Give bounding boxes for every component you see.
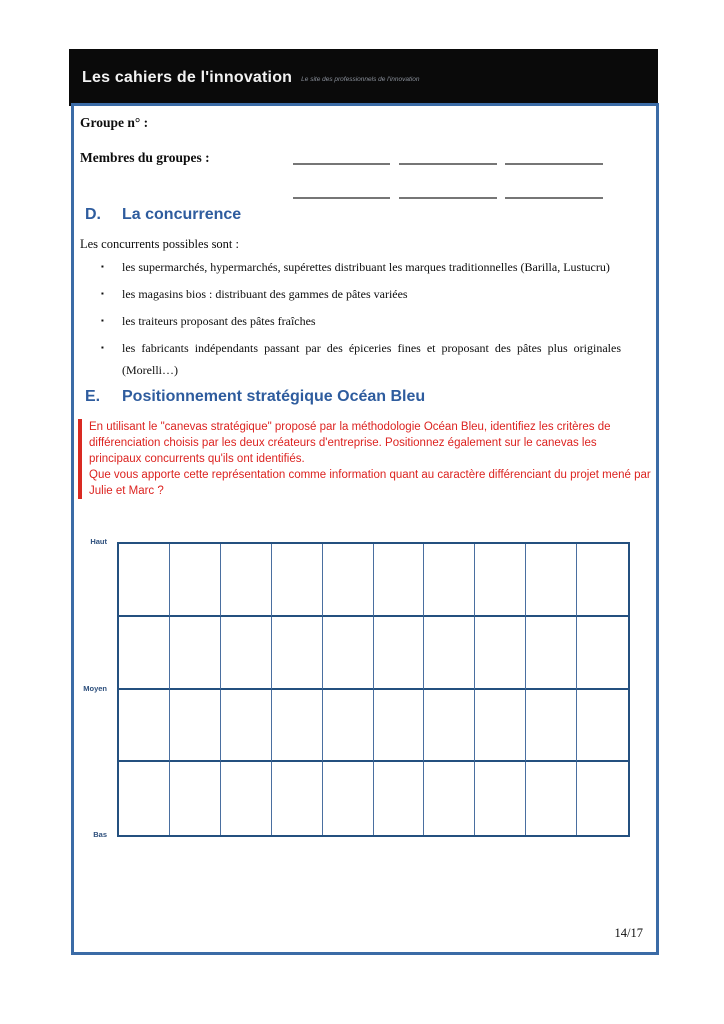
canvas-grid-cell — [323, 544, 374, 617]
callout-paragraph: En utilisant le "canevas stratégique" proposé par la méthodologie Océan Bleu, identifiez les critères de différenciation choisis par les deux créateurs d'entreprise. Positionnez également sur le canevas les principaux concurrents qu'ils ont identifiés. — [89, 421, 611, 465]
canvas-grid-cell — [475, 762, 526, 835]
canvas-grid-cell — [577, 544, 628, 617]
canvas-grid-cell — [475, 690, 526, 763]
strategy-canvas-grid — [117, 542, 630, 837]
canvas-grid-cell — [424, 617, 475, 690]
section-d-heading — [85, 206, 241, 224]
callout-paragraph: Que vous apporte cette représentation comme information quant au caractère différenciant du projet mené par Julie et Marc ? — [89, 469, 651, 497]
canvas-grid-cell — [323, 617, 374, 690]
member-blank-line — [399, 163, 497, 165]
canvas-grid-cell — [374, 544, 425, 617]
canvas-grid-cell — [374, 762, 425, 835]
canvas-grid-cell — [577, 617, 628, 690]
canvas-grid-cell — [119, 617, 170, 690]
list-item — [101, 256, 621, 278]
canvas-grid-cell — [526, 762, 577, 835]
member-blank-line — [505, 197, 603, 199]
canvas-grid-cell — [221, 690, 272, 763]
competitors-list — [101, 256, 621, 386]
canvas-grid-cell — [119, 762, 170, 835]
canvas-grid-cell — [475, 617, 526, 690]
canvas-grid-cell — [272, 617, 323, 690]
canvas-grid-cell — [526, 617, 577, 690]
bullet-square-icon: ▪ — [101, 343, 104, 352]
canvas-grid-cell — [221, 762, 272, 835]
group-number-label: Groupe n° : — [80, 115, 149, 130]
canvas-grid-cell — [577, 762, 628, 835]
canvas-grid-cell — [170, 544, 221, 617]
list-item-text: les magasins bios : distribuant des gammes de pâtes variées — [122, 287, 408, 301]
canvas-grid-cell — [374, 690, 425, 763]
site-banner — [69, 49, 658, 106]
canvas-grid-cell — [221, 617, 272, 690]
bullet-square-icon: ▪ — [101, 289, 104, 298]
canvas-grid-cell — [424, 690, 475, 763]
list-item-text: les supermarchés, hypermarchés, supérettes distribuant les marques traditionnelles (Barilla, Lustucru) — [122, 260, 610, 274]
canvas-grid-cell — [323, 690, 374, 763]
group-members-label: Membres du groupes : — [80, 150, 210, 165]
list-item — [101, 283, 621, 305]
canvas-grid-cell — [424, 762, 475, 835]
canvas-grid-cell — [475, 544, 526, 617]
list-item — [101, 337, 621, 381]
canvas-axis-label-haut: Haut — [90, 537, 107, 546]
canvas-grid-cell — [323, 762, 374, 835]
canvas-grid-cell — [119, 690, 170, 763]
canvas-grid-cell — [424, 544, 475, 617]
member-blank-line — [399, 197, 497, 199]
section-d-title: La concurrence — [122, 206, 242, 223]
list-item-text: les fabricants indépendants passant par des épiceries fines et proposant des pâtes plus originales (Morelli…) — [122, 341, 621, 377]
site-title: Les cahiers de l'innovation — [82, 68, 293, 86]
canvas-grid-cell — [577, 690, 628, 763]
canvas-grid-cell — [170, 617, 221, 690]
bullet-square-icon: ▪ — [101, 316, 104, 325]
canvas-grid-cell — [119, 544, 170, 617]
member-blank-line — [293, 197, 390, 199]
canvas-grid-cell — [221, 544, 272, 617]
list-item — [101, 310, 621, 332]
canvas-axis-label-moyen: Moyen — [83, 684, 107, 693]
member-blank-line — [505, 163, 603, 165]
list-item-text: les traiteurs proposant des pâtes fraîches — [122, 314, 316, 328]
section-e-title: Positionnement stratégique Océan Bleu — [122, 388, 426, 405]
section-e-letter: E. — [85, 388, 101, 405]
member-blank-line — [293, 163, 390, 165]
canvas-grid-cell — [170, 690, 221, 763]
section-d-intro: Les concurrents possibles sont : — [80, 237, 240, 251]
canvas-grid-cell — [272, 762, 323, 835]
page-number: 14/17 — [614, 926, 643, 940]
bullet-square-icon: ▪ — [101, 262, 104, 271]
canvas-axis-label-bas: Bas — [93, 830, 107, 839]
section-d-letter: D. — [85, 206, 101, 223]
canvas-grid-cell — [526, 544, 577, 617]
site-tagline: Le site des professionnels de l'innovation — [301, 76, 420, 83]
section-e-heading — [85, 388, 425, 406]
canvas-grid-cell — [526, 690, 577, 763]
canvas-grid-cell — [272, 544, 323, 617]
canvas-grid-cell — [170, 762, 221, 835]
canvas-grid-cell — [272, 690, 323, 763]
instructions-callout — [78, 419, 651, 499]
canvas-grid-cell — [374, 617, 425, 690]
